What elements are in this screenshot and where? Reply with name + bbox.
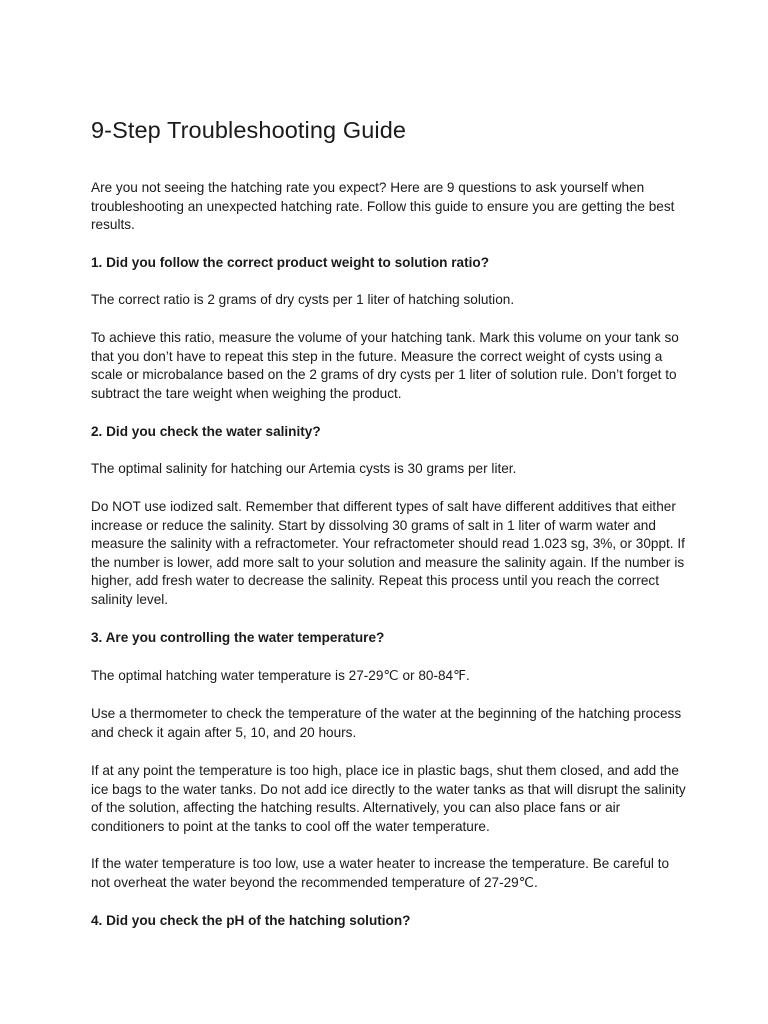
- section-3-paragraph-2: Use a thermometer to check the temperature of the water at the beginning of the hatching process and check it again after 5, 10, and 20 hours.: [91, 706, 682, 740]
- page-title: 9-Step Troubleshooting Guide: [91, 117, 407, 143]
- section-1-heading: 1. Did you follow the correct product weight to solution ratio?: [91, 255, 489, 270]
- section-2-paragraph-2: Do NOT use iodized salt. Remember that different types of salt have different additives that either increase or reduce the salinity. Start by dissolving 30 grams of salt in 1 liter of warm water and measure the salinity with a refractometer. Your refractometer should read 1.023 sg, 3%, or 30ppt. If the number is lower, add more salt to your solution and measure the salinity again. If the number is higher, add fresh water to decrease the salinity. Repeat this process until you reach the correct salinity level.: [91, 499, 685, 607]
- intro-paragraph: Are you not seeing the hatching rate you expect? Here are 9 questions to ask yourself when troubleshooting an unexpected hatching rate. Follow this guide to ensure you are getting the best results.: [91, 180, 675, 233]
- section-3-heading: 3. Are you controlling the water temperature?: [91, 630, 385, 645]
- section-1-paragraph-2: To achieve this ratio, measure the volume of your hatching tank. Mark this volume on your tank so that you don’t have to repeat this step in the future. Measure the correct weight of cysts using a scale or microbalance based on the 2 grams of dry cysts per 1 liter of solution rule. Don’t forget to subtract the tare weight when weighing the product.: [91, 330, 679, 401]
- section-2-heading: 2. Did you check the water salinity?: [91, 424, 321, 439]
- section-2-paragraph-1: The optimal salinity for hatching our Artemia cysts is 30 grams per liter.: [91, 461, 517, 476]
- section-3-paragraph-1: The optimal hatching water temperature is 27-29℃ or 80-84℉.: [91, 668, 470, 683]
- section-4-heading: 4. Did you check the pH of the hatching solution?: [91, 913, 411, 928]
- section-1-paragraph-1: The correct ratio is 2 grams of dry cysts per 1 liter of hatching solution.: [91, 292, 515, 307]
- section-3-paragraph-3: If at any point the temperature is too high, place ice in plastic bags, shut them closed, and add the ice bags to the water tanks. Do not add ice directly to the water tanks as that will disrupt the salinity of the solution, affecting the hatching results. Alternatively, you can also place fans or air conditioners to point at the tanks to cool off the water temperature.: [91, 763, 686, 834]
- section-3-paragraph-4: If the water temperature is too low, use a water heater to increase the temperature. Be careful to not overheat the water beyond the recommended temperature of 27-29℃.: [91, 856, 670, 890]
